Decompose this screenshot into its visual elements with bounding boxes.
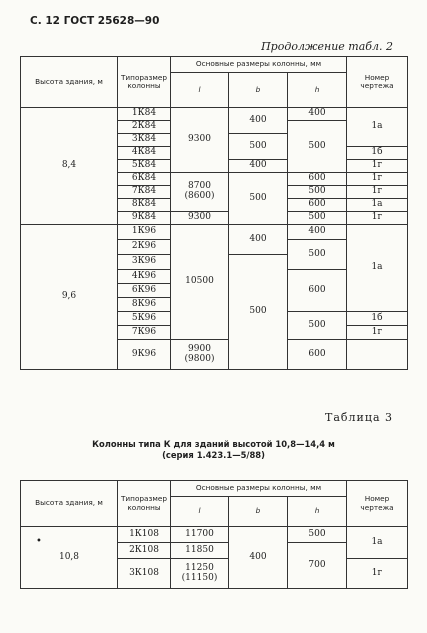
- drawing-cell: [347, 340, 408, 370]
- type-cell: 7К96: [118, 326, 171, 340]
- type-cell: 2К108: [118, 543, 171, 559]
- drawing-cell: 1б: [347, 147, 408, 160]
- b-cell: 400: [229, 108, 288, 134]
- height-8-4: 8,4: [21, 108, 118, 225]
- type-cell: 5К96: [118, 312, 171, 326]
- type-cell: 1К108: [118, 527, 171, 543]
- drawing-cell: 1г: [347, 326, 408, 340]
- l-cell: 11250 (11150): [171, 559, 229, 589]
- type-cell: 3К84: [118, 134, 171, 147]
- drawing-cell: 1а: [347, 199, 408, 212]
- col-drawing-header: Номер чертежа: [347, 481, 408, 527]
- table-3-label: Таблица 3: [325, 411, 393, 424]
- l-cell: 10500: [171, 225, 229, 340]
- h-cell: 500: [288, 212, 347, 225]
- col-b-header: b: [229, 497, 288, 527]
- l-cell: 9300: [171, 212, 229, 225]
- h-cell: 700: [288, 543, 347, 589]
- l-cell: 8700 (8600): [171, 173, 229, 212]
- col-height-header: Высота здания, м: [21, 481, 118, 527]
- type-cell: 5К84: [118, 160, 171, 173]
- col-drawing-header: Номер чертежа: [347, 57, 408, 108]
- drawing-cell: 1г: [347, 160, 408, 173]
- col-l-header: l: [171, 497, 229, 527]
- table-3: [20, 480, 408, 589]
- drawing-cell: 1а: [347, 108, 408, 147]
- b-cell: 400: [229, 527, 288, 589]
- h-cell: 500: [288, 121, 347, 173]
- h-cell: 500: [288, 240, 347, 270]
- h-cell: 400: [288, 108, 347, 121]
- col-dims-header: Основные размеры колонны, мм: [171, 57, 347, 73]
- col-h-header: h: [288, 497, 347, 527]
- bullet-mark: •: [36, 536, 42, 547]
- h-cell: 400: [288, 225, 347, 240]
- col-b-header: b: [229, 73, 288, 108]
- drawing-cell: 1а: [347, 527, 408, 559]
- table-2-continuation: [20, 56, 408, 370]
- type-cell: 9К84: [118, 212, 171, 225]
- l-cell: 9900 (9800): [171, 340, 229, 370]
- col-type-header: Типоразмер колонны: [118, 57, 171, 108]
- h-cell: 600: [288, 199, 347, 212]
- drawing-cell: 1б: [347, 312, 408, 326]
- drawing-cell: 1а: [347, 225, 408, 312]
- drawing-cell: 1г: [347, 186, 408, 199]
- b-cell: 500: [229, 134, 288, 160]
- h-cell: 500: [288, 186, 347, 199]
- type-cell: 6К84: [118, 173, 171, 186]
- b-cell: 400: [229, 160, 288, 173]
- drawing-cell: 1г: [347, 173, 408, 186]
- col-l-header: l: [171, 73, 229, 108]
- continuation-label: Продолжение табл. 2: [261, 40, 393, 53]
- type-cell: 1К84: [118, 108, 171, 121]
- type-cell: 1К96: [118, 225, 171, 240]
- l-cell: 11700: [171, 527, 229, 543]
- type-cell: 4К96: [118, 270, 171, 284]
- h-cell: 500: [288, 527, 347, 543]
- l-cell: 9300: [171, 108, 229, 173]
- b-cell: 500: [229, 255, 288, 370]
- drawing-cell: 1г: [347, 559, 408, 589]
- type-cell: 7К84: [118, 186, 171, 199]
- h-cell: 500: [288, 312, 347, 340]
- type-cell: 2К84: [118, 121, 171, 134]
- type-cell: 4К84: [118, 147, 171, 160]
- type-cell: 9К96: [118, 340, 171, 370]
- l-cell: 11850: [171, 543, 229, 559]
- height-10-8: 10,8: [21, 527, 118, 589]
- b-cell: 400: [229, 225, 288, 255]
- type-cell: 8К96: [118, 298, 171, 312]
- type-cell: 2К96: [118, 240, 171, 255]
- height-9-6: 9,6: [21, 225, 118, 370]
- b-cell: 500: [229, 173, 288, 225]
- type-cell: 3К96: [118, 255, 171, 270]
- col-height-header: Высота здания, м: [21, 57, 118, 108]
- col-dims-header: Основные размеры колонны, мм: [171, 481, 347, 497]
- type-cell: 6К96: [118, 284, 171, 298]
- h-cell: 600: [288, 270, 347, 312]
- type-cell: 3К108: [118, 559, 171, 589]
- drawing-cell: 1г: [347, 212, 408, 225]
- table-3-title: Колонны типа К для зданий высотой 10,8—14,4 м (серия 1.423.1—5/88): [92, 439, 335, 461]
- col-type-header: Типоразмер колонны: [118, 481, 171, 527]
- col-h-header: h: [288, 73, 347, 108]
- h-cell: 600: [288, 340, 347, 370]
- h-cell: 600: [288, 173, 347, 186]
- page-header: С. 12 ГОСТ 25628—90: [30, 15, 160, 27]
- type-cell: 8К84: [118, 199, 171, 212]
